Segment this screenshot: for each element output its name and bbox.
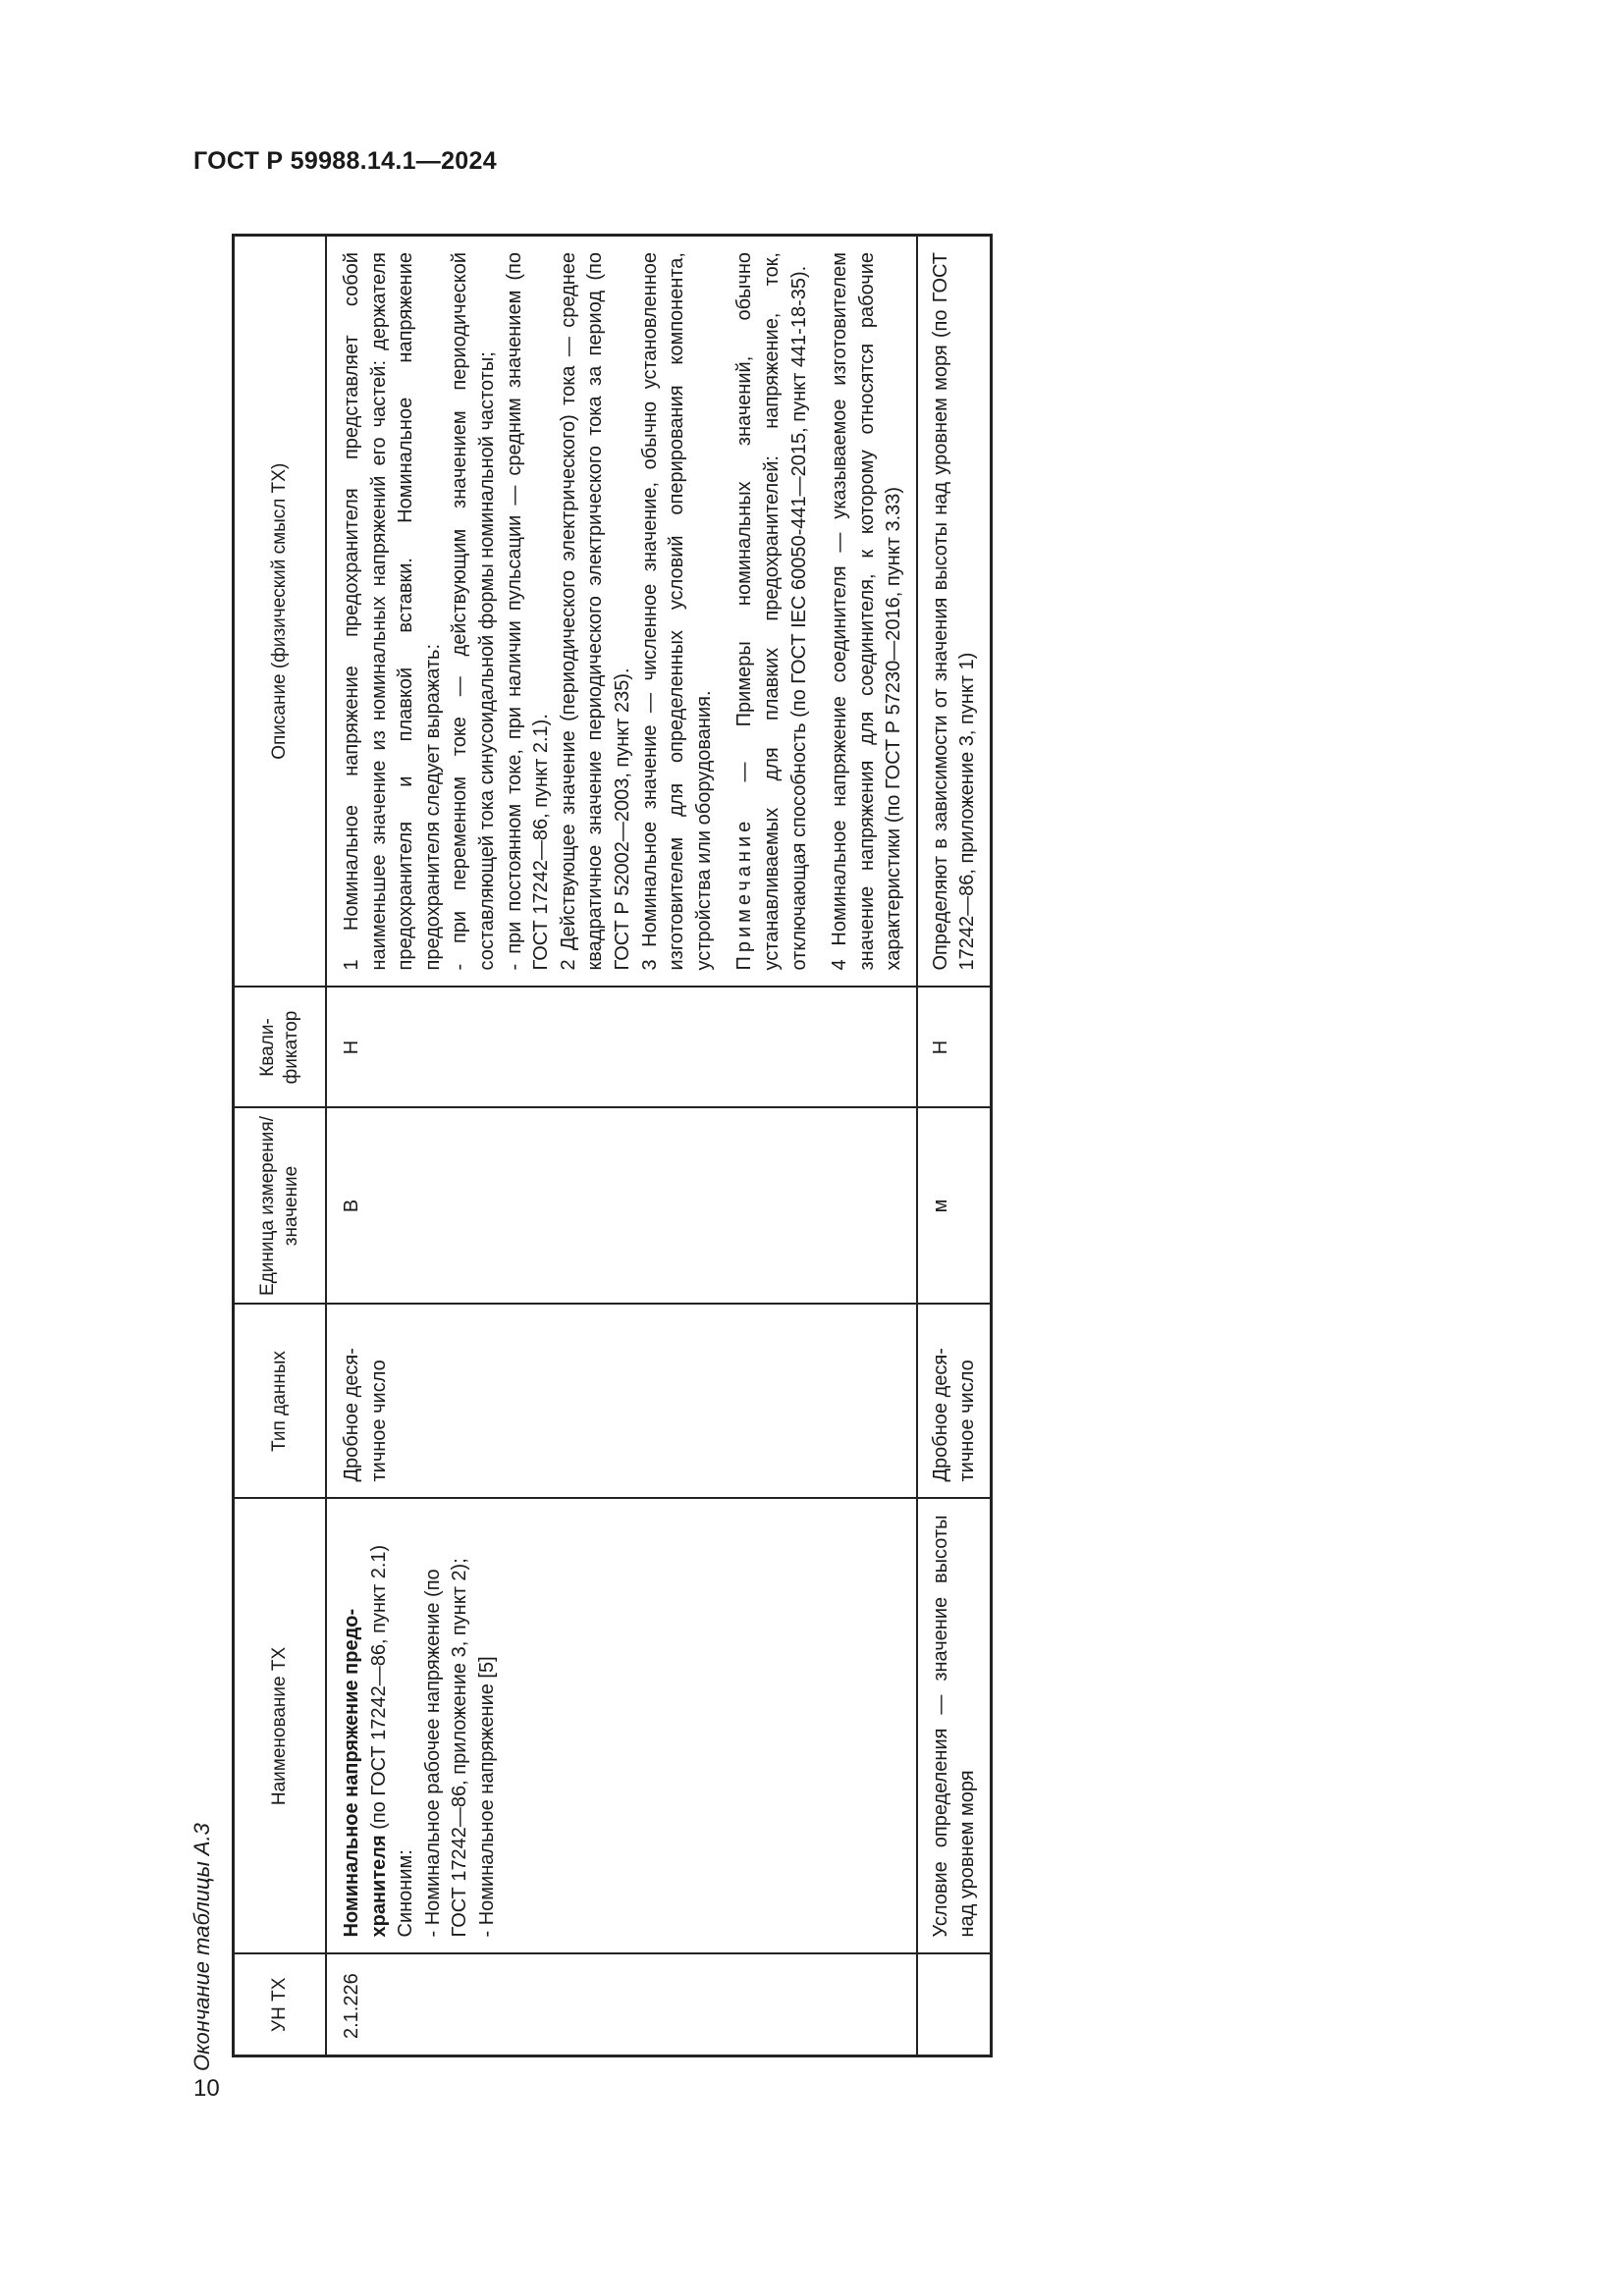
description-paragraph: 4 Номинальное напряжение соединителя — указываемое изготовителем значение напряжения для соединителя, к которому относятся рабочие характеристики (по ГОСТ Р 57230—2016, пункт 3.33) (829, 252, 905, 971)
row-name-ref: (по ГОСТ 17242—86, пункт 2.1) (367, 1544, 390, 1836)
description-paragraph: 1 Номинальное напряжение предохранителя представляет собой наименьшее значение из номинальных напряжений его частей: держателя предохранителя и плавкой вставки. Номинальное напряжение предохранителя следует выражать: (341, 252, 444, 971)
note-label: Примечание (733, 817, 756, 971)
row-code: 2.1.226 (326, 1954, 917, 2056)
document-header: ГОСТ Р 59988.14.1—2024 (193, 147, 497, 175)
row-name-bold: Номинальное напряжение предо-хранителя (341, 1608, 390, 1938)
row-name (326, 1499, 917, 1954)
description-paragraph: 3 Номинальное значение — численное значение, обычно установленное изготовителем для определенных условий оперирования компонента, устройства или оборудования. (638, 252, 715, 971)
header-unit: Единица измерения/значение (234, 1108, 327, 1305)
row-type: Дробное деся-тичное число (326, 1305, 917, 1499)
table-row (917, 236, 992, 2056)
row-name: Условие определения — значение высоты над уровнем моря (917, 1499, 992, 1954)
header-type: Тип данных (234, 1305, 327, 1499)
row-description: Определяют в зависимости от значения высоты над уровнем моря (по ГОСТ 17242—86, приложение 3, пункт 1) (917, 236, 992, 988)
synonym-item: - Номинальное напряжение [5] (475, 1656, 498, 1938)
note-text: — Примеры номинальных значений, обычно устанавливаемых для плавких предохранителей: напряжение, ток, отключающая способность (по ГОСТ IEC 60050-441—2015, пункт 441-18-35). (733, 252, 810, 971)
description-note (731, 252, 813, 971)
row-qualifier: Н (326, 988, 917, 1108)
description-paragraph: - при постоянном токе, при наличии пульсации — средним значением (по ГОСТ 17242—86, пункт 2.1). (503, 252, 553, 971)
page-number: 10 (193, 2075, 220, 2102)
table-header-row (234, 236, 327, 2056)
row-qualifier: Н (917, 988, 992, 1108)
rotated-table-block (177, 226, 1218, 2071)
row-unit: м (917, 1108, 992, 1305)
characteristics-table (232, 234, 993, 2057)
row-description (326, 236, 917, 988)
row-type: Дробное деся-тичное число (917, 1305, 992, 1499)
table-caption: Окончание таблицы А.3 (189, 1823, 214, 2071)
header-description: Описание (физический смысл ТХ) (234, 236, 327, 988)
header-code: УН ТХ (234, 1954, 327, 2056)
header-qualifier: Квали-фикатор (234, 988, 327, 1108)
synonym-item: - Номинальное рабочее напряжение (по ГОСТ 17242—86, приложение 3, пункт 2); (421, 1558, 471, 1938)
synonym-label: Синоним: (395, 1849, 417, 1938)
description-paragraph: 2 Действующее значение (периодического электрического) тока — среднее квадратичное значение периодического электрического тока за период (по ГОСТ Р 52002—2003, пункт 235). (557, 252, 633, 971)
table-row (326, 236, 917, 2056)
row-unit: В (326, 1108, 917, 1305)
header-name: Наименование ТХ (234, 1499, 327, 1954)
description-paragraph: - при переменном токе — действующим значением периодической составляющей тока синусоидальной формы номинальной частоты; (449, 252, 498, 971)
row-code (917, 1954, 992, 2056)
